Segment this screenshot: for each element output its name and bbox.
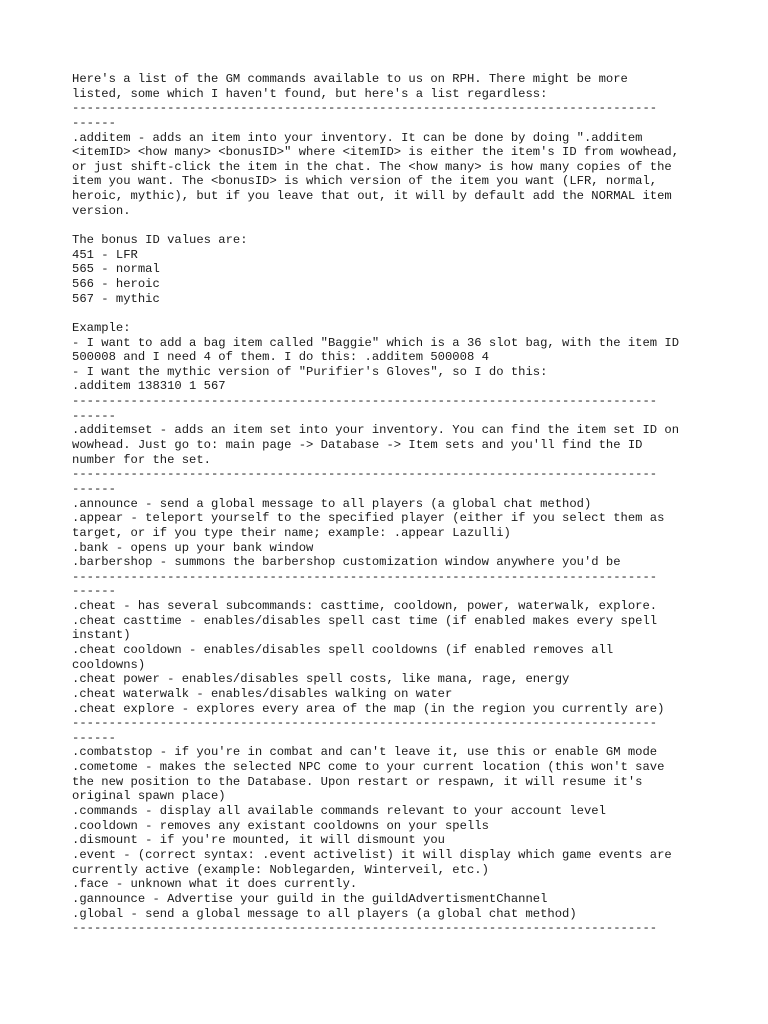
text-line: .gannounce - Advertise your guild in the guildAdvertismentChannel [72, 891, 548, 906]
text-line: target, or if you type their name; example: .appear Lazulli) [72, 525, 511, 540]
separator-line: -------------------------------------------------------------------------------- [72, 394, 658, 409]
text-line: instant) [72, 628, 131, 643]
text-line: - I want the mythic version of "Purifier's Gloves", so I do this: [72, 364, 548, 379]
separator-line: ------ [72, 730, 116, 745]
text-line: listed, some which I haven't found, but here's a list regardless: [72, 86, 548, 101]
text-line: .commands - display all available commands relevant to your account level [72, 804, 606, 819]
text-line: .global - send a global message to all players (a global chat method) [72, 906, 577, 921]
text-line: .announce - send a global message to all players (a global chat method) [72, 496, 592, 511]
document-page [72, 72, 702, 936]
text-line: .additemset - adds an item set into your inventory. You can find the item set ID on [72, 423, 680, 438]
text-line: heroic, mythic), but if you leave that out, it will by default add the NORMAL item [72, 189, 672, 204]
text-line: .cheat waterwalk - enables/disables walking on water [72, 686, 453, 701]
text-line: 565 - normal [72, 262, 160, 277]
separator-line: ------ [72, 408, 116, 423]
text-line: .cheat cooldown - enables/disables spell cooldowns (if enabled removes all [72, 642, 614, 657]
text-line: 500008 and I need 4 of them. I do this: .additem 500008 4 [72, 350, 489, 365]
text-line: <itemID> <how many> <bonusID>" where <itemID> is either the item's ID from wowhead, [72, 145, 680, 160]
text-line: item you want. The <bonusID> is which version of the item you want (LFR, normal, [72, 174, 658, 189]
text-line: the new position to the Database. Upon restart or respawn, it will resume it's [72, 774, 643, 789]
text-line: .dismount - if you're mounted, it will dismount you [72, 833, 445, 848]
separator-line: -------------------------------------------------------------------------------- [72, 467, 658, 482]
text-line: number for the set. [72, 452, 211, 467]
separator-line: ------ [72, 481, 116, 496]
text-line: .face - unknown what it does currently. [72, 877, 358, 892]
separator-line: -------------------------------------------------------------------------------- [72, 101, 658, 116]
text-line: .event - (correct syntax: .event activelist) it will display which game events are [72, 847, 672, 862]
text-line: Example: [72, 320, 131, 335]
text-line: The bonus ID values are: [72, 233, 248, 248]
text-line: .barbershop - summons the barbershop customization window anywhere you'd be [72, 555, 621, 570]
text-line: 567 - mythic [72, 291, 160, 306]
separator-line: -------------------------------------------------------------------------------- [72, 921, 658, 936]
text-line: .cheat explore - explores every area of the map (in the region you currently are) [72, 701, 665, 716]
text-line: 451 - LFR [72, 247, 138, 262]
text-line: cooldowns) [72, 657, 146, 672]
text-line: .cheat - has several subcommands: casttime, cooldown, power, waterwalk, explore. [72, 599, 658, 614]
blank-line [72, 218, 702, 233]
text-line: or just shift-click the item in the chat. The <how many> is how many copies of the [72, 159, 672, 174]
blank-line [72, 306, 702, 321]
text-line: Here's a list of the GM commands available to us on RPH. There might be more [72, 72, 628, 86]
text-line: version. [72, 203, 131, 218]
separator-line: ------ [72, 584, 116, 599]
text-line: .cooldown - removes any existant cooldowns on your spells [72, 818, 489, 833]
text-line: 566 - heroic [72, 276, 160, 291]
text-line: .cheat power - enables/disables spell costs, like mana, rage, energy [72, 672, 570, 687]
separator-line: -------------------------------------------------------------------------------- [72, 716, 658, 731]
text-line: .bank - opens up your bank window [72, 540, 314, 555]
text-line: .additem 138310 1 567 [72, 379, 226, 394]
text-line: .appear - teleport yourself to the specified player (either if you select them as [72, 511, 665, 526]
text-line: .additem - adds an item into your inventory. It can be done by doing ".additem [72, 130, 643, 145]
text-line: .cheat casttime - enables/disables spell cast time (if enabled makes every spell [72, 613, 658, 628]
text-line: - I want to add a bag item called "Baggie" which is a 36 slot bag, with the item ID [72, 335, 680, 350]
separator-line: -------------------------------------------------------------------------------- [72, 569, 658, 584]
separator-line: ------ [72, 115, 116, 130]
text-line: .cometome - makes the selected NPC come to your current location (this won't save [72, 760, 665, 775]
text-line: currently active (example: Noblegarden, Winterveil, etc.) [72, 862, 489, 877]
text-line: original spawn place) [72, 789, 226, 804]
text-line: wowhead. Just go to: main page -> Database -> Item sets and you'll find the ID [72, 438, 643, 453]
text-line: .combatstop - if you're in combat and can't leave it, use this or enable GM mode [72, 745, 658, 760]
